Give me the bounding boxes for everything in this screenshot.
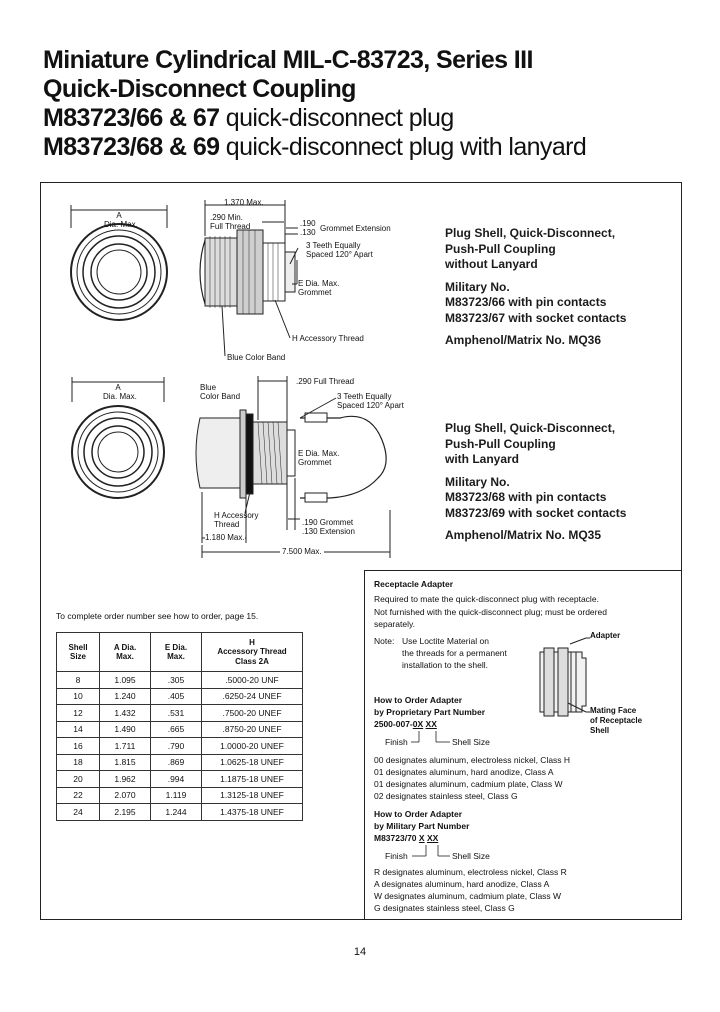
order1-shell-size-label: Shell Size [452,737,490,747]
table-cell: 1.1875-18 UNEF [202,771,303,788]
d2-a-dia: Dia. Max. [103,392,137,401]
finish1-01a: 01 designates aluminum, hard anodize, Class A [374,767,554,777]
table-cell: 12 [57,705,100,722]
order2-pn-finish: X [418,833,425,843]
finish1-00: 00 designates aluminum, electroless nickel, Class H [374,755,571,765]
table-cell: .869 [151,754,202,771]
d1-thread-290-label: Full Thread [210,222,251,231]
order1-pn-shell: XX [425,719,437,729]
receptacle-heading: Receptacle Adapter [374,579,454,589]
table-cell: .305 [151,672,202,689]
order2-heading-line1: How to Order Adapter [374,809,462,819]
table-cell: 14 [57,721,100,738]
table-cell: .531 [151,705,202,722]
d2-e-dia-label: Grommet [298,458,332,467]
finish2-w: W designates aluminum, cadmium plate, Class W [374,891,562,901]
plug-description: quick-disconnect plug [219,104,454,132]
desc1-mil-label: Military No. [445,279,510,294]
table-cell: 1.095 [100,672,151,689]
th-accessory-thread: Accessory Thread [217,647,287,657]
finish2-g: G designates stainless steel, Class G [374,903,515,913]
th-e-dia-2: Max. [167,652,185,661]
table-cell: .994 [151,771,202,788]
page-title-line2: Quick-Disconnect Coupling [43,75,356,103]
d2-h-thread-line2: Thread [214,520,240,529]
d2-a-letter: A [115,383,121,392]
order1-heading-line1: How to Order Adapter [374,695,462,705]
desc1-line2: Push-Pull Coupling [445,241,556,256]
note-label: Note: [374,636,395,646]
finish2-r: R designates aluminum, electroless nickel, Class R [374,867,567,877]
page-title-line1: Miniature Cylindrical MIL-C-83723, Series III [43,46,533,74]
order1-pn-prefix: 2500-007- [374,719,413,729]
table-cell: 1.4375-18 UNEF [202,804,303,821]
desc2-line3: with Lanyard [445,452,520,466]
lanyard-plug-part-numbers: M83723/68 & 69 [43,133,220,161]
table-cell: 8 [57,672,100,689]
mating-face-line1: Mating Face [590,706,637,715]
th-h: H [249,637,255,647]
table-cell: 22 [57,787,100,804]
d1-a-letter: A [116,211,122,220]
desc2-line2: Push-Pull Coupling [445,436,556,451]
table-cell: 1.962 [100,771,151,788]
table-cell: .6250-24 UNEF [202,688,303,705]
table-cell: 2.195 [100,804,151,821]
order2-pn-shell: XX [426,833,439,843]
order1-finish-label: Finish [385,737,408,747]
d2-grommet-ext-line1: .190 Grommet [302,518,354,527]
table-cell: 1.0000-20 UNEF [202,738,303,755]
desc1-line3: without Lanyard [445,257,538,271]
d1-blue-band: Blue Color Band [227,353,286,362]
d2-full-thread: .290 Full Thread [296,377,355,386]
d1-teeth-line2: Spaced 120° Apart [306,250,373,259]
finish1-01w: 01 designates aluminum, cadmium plate, Class W [374,779,563,789]
d2-h-thread-line1: H Accessory [214,511,259,520]
table-cell: 1.244 [151,804,202,821]
note-line3: installation to the shell. [402,660,488,670]
th-size: Size [69,652,86,661]
table-cell: .8750-20 UNEF [202,721,303,738]
d1-e-dia-label: Grommet [298,288,332,297]
desc1-mil-socket: M83723/67 with socket contacts [445,310,627,325]
table-cell: 18 [57,754,100,771]
d1-e-dia-value: E Dia. Max. [298,279,340,288]
d2-blue-label: Blue [200,383,217,392]
order1-heading-line2: by Proprietary Part Number [374,707,486,717]
mating-face-line3: Shell [590,726,610,735]
desc2-line1: Plug Shell, Quick-Disconnect, [445,421,616,435]
table-cell: 20 [57,771,100,788]
d2-color-band-label: Color Band [200,392,241,401]
note-line1: Use Loctite Material on [402,636,489,646]
receptacle-line3: separately. [374,619,415,629]
table-cell: 24 [57,804,100,821]
table-cell: 1.432 [100,705,151,722]
d1-grommet-ext-label: Grommet Extension [320,224,391,233]
d2-e-dia-value: E Dia. Max. [298,449,340,458]
d1-thread-290-value: .290 Min. [210,213,243,222]
table-cell: 1.490 [100,721,151,738]
d1-h-thread: H Accessory Thread [292,334,364,343]
th-e-dia-1: E Dia. [164,642,188,652]
table-cell: 1.711 [100,738,151,755]
th-a-dia-1: A Dia. [113,642,137,652]
th-class: Class 2A [235,656,269,666]
table-cell: 1.240 [100,688,151,705]
d2-grommet-ext-line2: .130 Extension [302,527,355,536]
d1-a-dia: Dia. Max. [104,220,138,229]
table-cell: 1.3125-18 UNEF [202,787,303,804]
table-cell: 1.815 [100,754,151,771]
note-line2: the threads for a permanent [402,648,507,658]
receptacle-line2: Not furnished with the quick-disconnect plug; must be ordered [374,607,607,617]
d2-length-7500: 7.500 Max. [282,547,322,556]
d1-teeth-line1: 3 Teeth Equally [306,241,361,250]
th-a-dia-2: Max. [116,652,134,661]
desc1-line1: Plug Shell, Quick-Disconnect, [445,226,616,240]
order2-pn-prefix: M83723/70 [374,833,417,843]
table-cell: 10 [57,688,100,705]
order-note: To complete order number see how to order, page 15. [56,611,259,621]
mating-face-line2: of Receptacle [590,716,643,725]
d2-length-1180: 1.180 Max. [205,533,245,542]
d1-grommet-ext-max: .190 [300,219,316,228]
order2-heading-line2: by Military Part Number [374,821,470,831]
order1-pn-finish: 0X [412,719,424,729]
table-cell: 16 [57,738,100,755]
table-cell: 1.0625-18 UNEF [202,754,303,771]
adapter-label: Adapter [590,631,621,640]
table-cell: .665 [151,721,202,738]
table-cell: .5000-20 UNF [202,672,303,689]
table-cell: .790 [151,738,202,755]
desc2-mil-label: Military No. [445,474,510,489]
desc2-mil-pin: M83723/68 with pin contacts [445,490,607,504]
lanyard-plug-description: quick-disconnect plug with lanyard [219,133,587,161]
d1-grommet-ext-min: .130 [300,228,316,237]
finish1-02: 02 designates stainless steel, Class G [374,791,518,801]
table-cell: .405 [151,688,202,705]
receptacle-line1: Required to mate the quick-disconnect plug with receptacle. [374,594,599,604]
th-shell: Shell [68,642,88,652]
plug-part-numbers: M83723/66 & 67 [43,104,220,132]
finish2-a: A designates aluminum, hard anodize, Class A [374,879,550,889]
table-cell: 2.070 [100,787,151,804]
table-cell: 1.119 [151,787,202,804]
desc1-amphenol: Amphenol/Matrix No. MQ36 [445,333,602,347]
d1-length: 1.370 Max. [224,198,264,207]
d2-teeth-line1: 3 Teeth Equally [337,392,392,401]
order2-finish-label: Finish [385,851,408,861]
desc2-mil-socket: M83723/69 with socket contacts [445,505,627,520]
page-number: 14 [353,946,367,958]
table-cell: .7500-20 UNEF [202,705,303,722]
d2-teeth-line2: Spaced 120° Apart [337,401,404,410]
desc1-mil-pin: M83723/66 with pin contacts [445,295,607,309]
order2-shell-size-label: Shell Size [452,851,490,861]
desc2-amphenol: Amphenol/Matrix No. MQ35 [445,528,602,542]
